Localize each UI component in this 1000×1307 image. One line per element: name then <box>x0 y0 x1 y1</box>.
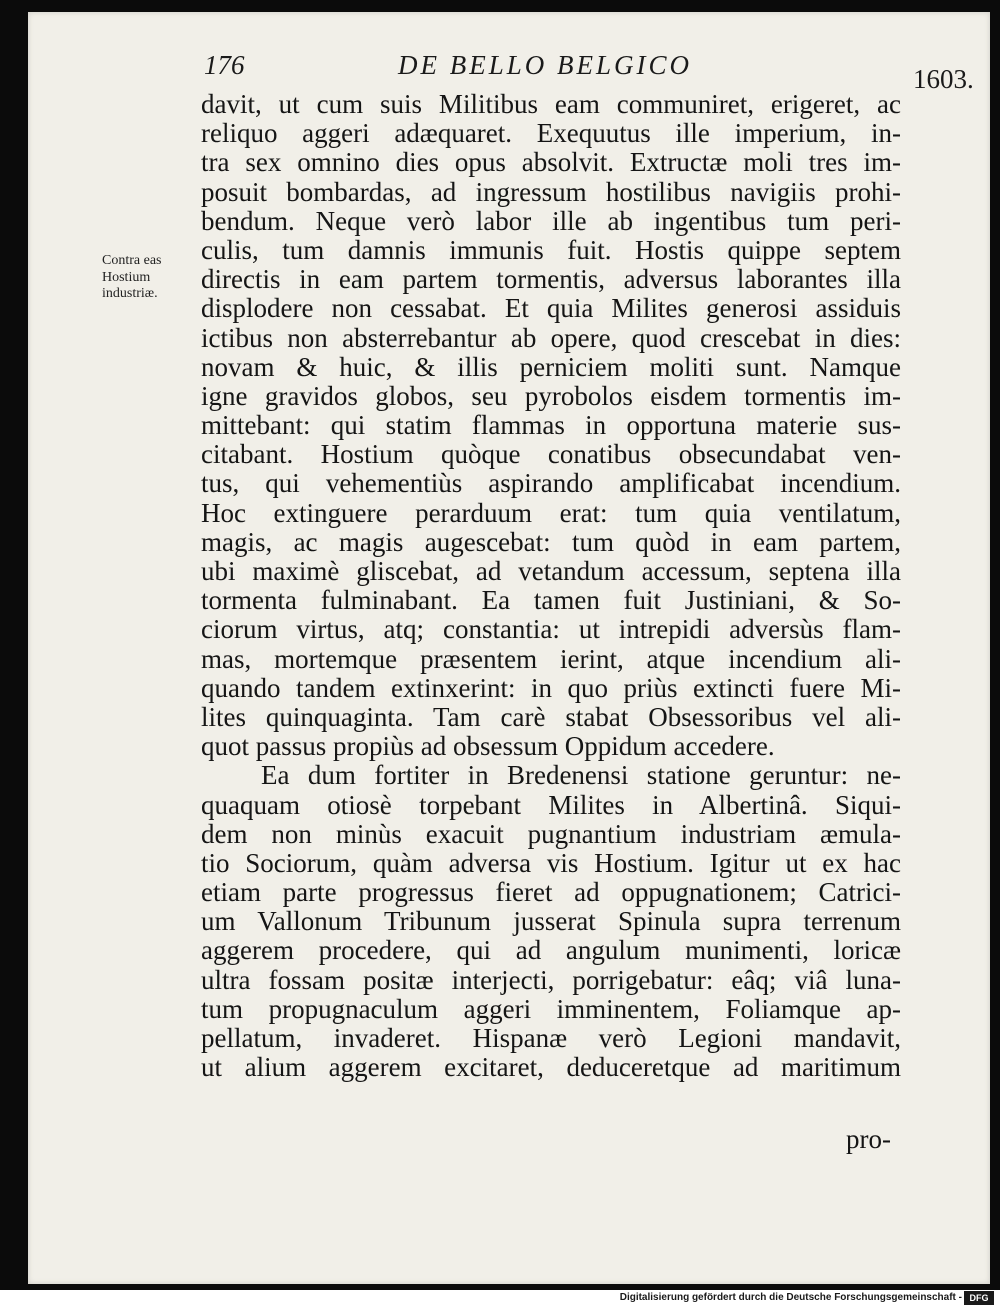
text-line: quando tandem extinxerint: in quo priùs extincti fuere Mi- <box>201 672 901 703</box>
margin-note-line: industriæ. <box>102 286 158 301</box>
text-line: ultra fossam positæ interjecti, porrigebatur: eâq; viâ luna- <box>201 964 901 995</box>
text-line: mittebant: qui statim flammas in opportuna materie sus- <box>201 410 901 441</box>
text-line: igne gravidos globos, seu pyrobolos eisdem tormentis im- <box>201 380 901 411</box>
marginal-year: 1603. <box>913 64 974 94</box>
body-text <box>201 90 901 1082</box>
text-line: tum propugnaculum aggeri imminentem, Foliamque ap- <box>201 993 901 1024</box>
margin-note-line: Contra eas <box>102 253 162 268</box>
text-line: davit, ut cum suis Militibus eam communiret, erigeret, ac <box>201 89 901 119</box>
text-line: dem non minùs exacuit pugnantium industriam æmula- <box>201 818 901 849</box>
text-line: etiam parte progressus fieret ad oppugnationem; Catrici- <box>201 877 901 908</box>
text-line: tus, qui vehementiùs aspirando amplificabat incendium. <box>201 468 901 499</box>
text-line: mas, mortemque præsentem ierint, atque incendium ali- <box>201 643 901 674</box>
text-line: ut alium aggerem excitaret, deduceretque ad maritimum <box>201 1052 901 1083</box>
text-line: ciorum virtus, atq; constantia: ut intrepidi adversùs flam- <box>201 614 901 645</box>
running-title: DE BELLO BELGICO <box>398 50 693 80</box>
text-line: ictibus non absterrebantur ab opere, quod crescebat in dies: <box>201 322 901 353</box>
text-line: pellatum, invaderet. Hispanæ verò Legioni mandavit, <box>201 1023 901 1053</box>
text-line: citabant. Hostium quòque conatibus obsecundabat ven- <box>201 439 901 470</box>
footer-credit: Digitalisierung gefördert durch die Deutsche Forschungsgemeinschaft - <box>619 1292 962 1303</box>
text-line: tio Sociorum, quàm adversa vis Hostium. Igitur ut ex hac <box>201 847 901 878</box>
digitization-footer <box>0 1290 1000 1307</box>
text-line: reliquo aggeri adæquaret. Exequutus ille imperium, in- <box>201 118 901 149</box>
text-line: tormenta fulminabant. Ea tamen fuit Justiniani, & So- <box>201 585 901 616</box>
text-line: directis in eam partem tormentis, adversus laborantes illa <box>201 264 901 295</box>
paragraph-start-line: Ea dum fortiter in Bredenensi statione geruntur: ne- <box>261 760 901 791</box>
text-line: bendum. Neque verò labor ille ab ingentibus tum peri- <box>201 205 901 236</box>
text-line: tra sex omnino dies opus absolvit. Extructæ moli tres im- <box>201 147 901 178</box>
catchword: pro- <box>846 1124 891 1154</box>
text-line: lites quinquaginta. Tam carè stabat Obsessoribus vel ali- <box>201 701 901 732</box>
page-number: 176 <box>204 50 245 80</box>
text-line: posuit bombardas, ad ingressum hostilibus navigiis prohi- <box>201 176 901 207</box>
text-line: ubi maximè gliscebat, ad vetandum accessum, septena illa <box>201 556 901 586</box>
text-line: novam & huic, & illis perniciem moliti sunt. Namque <box>201 351 901 382</box>
text-line: magis, ac magis augescebat: tum quòd in eam partem, <box>201 526 901 557</box>
text-line: displodere non cessabat. Et quia Milites generosi assiduis <box>201 293 901 324</box>
text-line: culis, tum damnis immunis fuit. Hostis quippe septem <box>201 234 901 265</box>
text-line: um Vallonum Tribunum jusserat Spinula supra terrenum <box>201 906 901 937</box>
text-line: Hoc extinguere perarduum erat: tum quia ventilatum, <box>201 497 901 528</box>
text-line: aggerem procedere, qui ad angulum munimenti, loricæ <box>201 935 901 966</box>
running-head <box>28 50 990 90</box>
margin-note-line: Hostium <box>102 269 151 285</box>
text-line: quaquam otiosè torpebant Milites in Albertinâ. Siqui- <box>201 789 901 820</box>
book-page <box>28 12 990 1284</box>
text-line: quot passus propiùs ad obsessum Oppidum accedere. <box>201 731 775 762</box>
dfg-logo-icon: DFG <box>964 1291 994 1305</box>
